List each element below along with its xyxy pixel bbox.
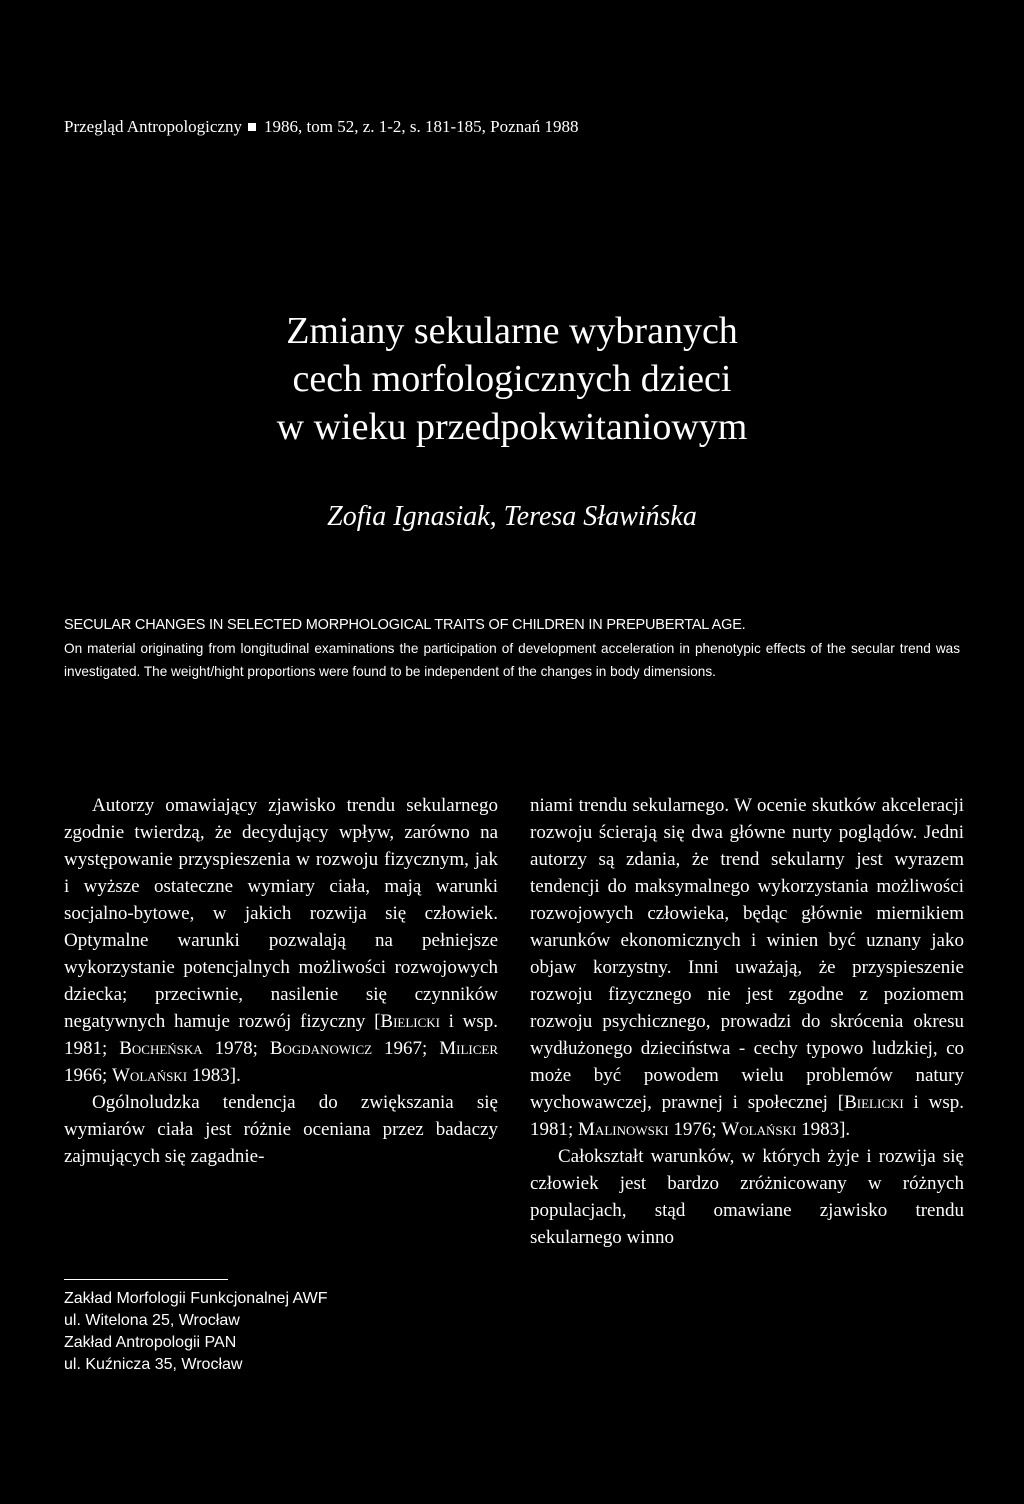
abstract-title: SECULAR CHANGES IN SELECTED MORPHOLOGICAL TRAITS OF CHILDREN IN PREPUBERTAL AGE. — [64, 617, 746, 633]
citation-author: Bielicki — [844, 1092, 904, 1113]
abstract-text: On material originating from longitudinal examinations the participation of development acceleration in phenotypic effects of the secular trend was investigated. The weight/hight proportions were found to be independent of the changes in body dimensions. — [64, 641, 960, 679]
citation-author: Wolański — [721, 1119, 797, 1140]
affiliation-line: ul. Kuźnicza 35, Wrocław — [64, 1356, 243, 1373]
affiliation-line: ul. Witelona 25, Wrocław — [64, 1312, 240, 1329]
footnote-divider — [64, 1279, 228, 1280]
journal-name: Przegląd Antropologiczny — [64, 117, 242, 136]
journal-citation: 1986, tom 52, z. 1-2, s. 181-185, Poznań 1988 — [264, 117, 579, 136]
paragraph: Całokształt warunków, w których żyje i rozwija się człowiek jest bardzo zróżnicowany w różnych populacjach, stąd omawiane zjawisko trendu sekularnego winno — [530, 1146, 964, 1248]
affiliation-line: Zakład Antropologii PAN — [64, 1334, 237, 1351]
citation-author: Bogdanowicz — [269, 1038, 373, 1059]
title-line-2: cech morfologicznych dzieci — [292, 358, 732, 400]
paragraph: niami trendu sekularnego. W ocenie skutków akceleracji rozwoju ścierają się dwa główne nurty poglądów. Jedni autorzy są zdania, że trend sekularny jest wyrazem tendencji do maksymalnego wykorzystania możliwości rozwojowych człowieka, będąc głównie miernikiem warunków ekonomicznych i winien być uznany jako objaw korzystny. Inni uważają, że przyspieszenie rozwoju fizycznego nie jest zgodne z poziomem rozwoju psychicznego, prowadzi do skrócenia okresu wydłużonego dzieciństwa - cechy typowo ludzkiej, co może być powodem wielu problemów natury wychowawczej, prawnej i społecznej [Bielicki i wsp. 1981; Malinowski 1976; Wolański 1983]. — [530, 795, 964, 1140]
citation-author: Bocheńska — [119, 1038, 203, 1059]
affiliation-line: Zakład Morfologii Funkcjonalnej AWF — [64, 1290, 328, 1307]
title-line-1: Zmiany sekularne wybranych — [286, 310, 738, 352]
journal-header — [64, 117, 964, 137]
citation-author: Milicer — [439, 1038, 498, 1059]
citation-author: Wolański — [112, 1065, 188, 1086]
bullet-separator — [248, 123, 256, 131]
article-title — [80, 307, 944, 451]
affiliation-footnote — [64, 1288, 494, 1376]
body-column-left — [64, 792, 498, 1170]
title-line-3: w wieku przedpokwitaniowym — [276, 406, 748, 448]
paragraph: Autorzy omawiający zjawisko trendu sekularnego zgodnie twierdzą, że decydujący wpływ, zarówno na występowanie przyspieszenia w rozwoju fizycznym, jak i wyższe ostateczne wymiary ciała, mają warunki socjalno-bytowe, w jakich rozwija się człowiek. Optymalne warunki pozwalają na pełniejsze wykorzystanie potencjalnych możliwości rozwojowych dziecka; przeciwnie, nasilenie się czynników negatywnych hamuje rozwój fizyczny [Bielicki i wsp. 1981; Bocheńska 1978; Bogdanowicz 1967; Milicer 1966; Wolański 1983]. — [64, 795, 498, 1086]
body-column-right — [530, 792, 964, 1251]
article-authors: Zofia Ignasiak, Teresa Sławińska — [327, 501, 697, 532]
paragraph: Ogólnoludzka tendencja do zwiększania się wymiarów ciała jest różnie oceniana przez badaczy zajmujących się zagadnie- — [64, 1092, 498, 1167]
abstract — [64, 614, 960, 683]
citation-author: Bielicki — [380, 1011, 441, 1032]
citation-author: Malinowski — [578, 1119, 669, 1140]
